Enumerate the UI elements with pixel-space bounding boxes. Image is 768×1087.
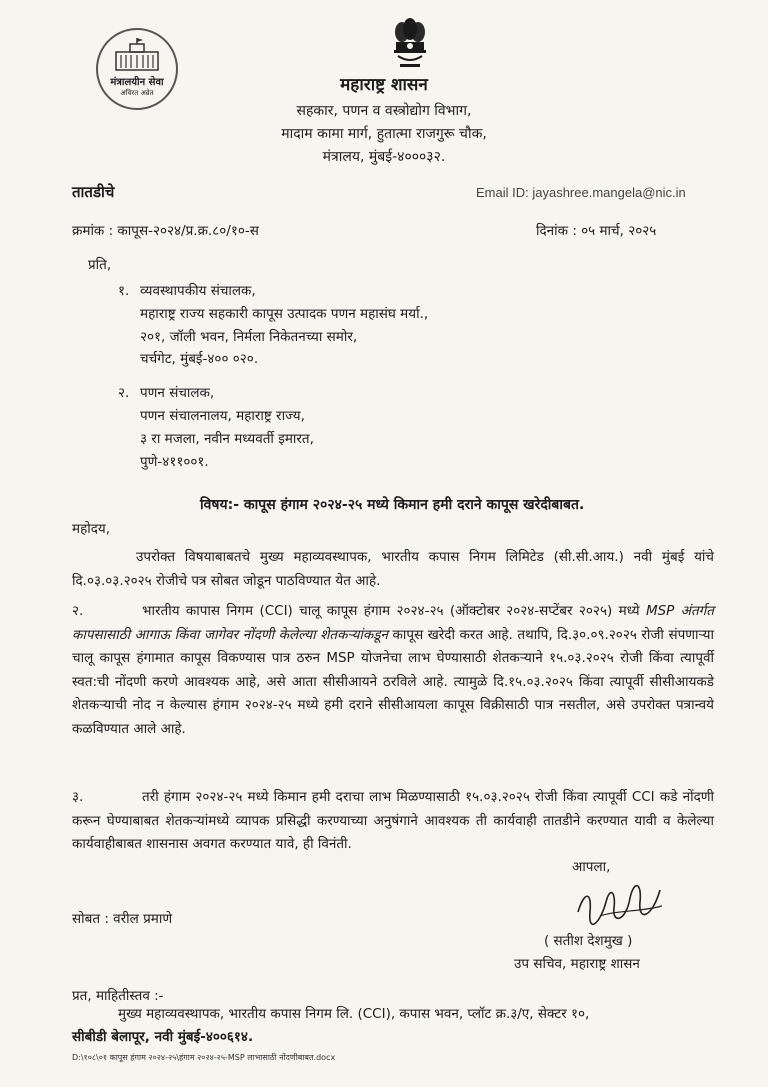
recipient-1-line-3: २०१, जॉली भवन, निर्मला निकेतनच्या समोर, xyxy=(140,329,358,345)
paragraph-2-lead: भारतीय कापास निगम (CCI) चालू कापूस हंगाम २०२४-२५ (ऑक्टोबर २०२४-सप्टेंबर २०२५) मध्ये xyxy=(142,603,640,619)
recipient-2-line-2: पणन संचालनालय, महाराष्ट्र राज्य, xyxy=(140,408,305,424)
city-line: मंत्रालय, मुंबई-४०००३२. xyxy=(322,149,446,165)
paragraph-2-rest: कापूस खरेदी करत आहे. तथापि, दि.३०.०९.२०२५ रोजी संपणाऱ्या चालू कापूस हंगामात कापूस विकण्यास पात्र ठरुन MSP योजनेचा लाभ घेण्यासाठी शेतकऱ्याने १५.०३.२०२५ रोजी किंवा त्यापूर्वी स्वत:ची नोंदणी करणे आवश्यक आहे, असे आता सीसीआयने ठरविले आहे. त्यामुळे दि.१५.०३.२०२५ किंवा त्यापूर्वी सीसीआयकडे शेतकऱ्याची नोद न केल्यास हंगाम २०२४-२५ मध्ये हमी दराने सीसीआयला कापूस विक्रीसाठी पात्र नसतील, असे उपरोक्त पत्रान्वये कळविण्यात आले आहे. xyxy=(72,626,714,737)
signature-icon xyxy=(570,872,670,934)
salutation: महोदय, xyxy=(72,521,111,537)
mantralaya-seal xyxy=(96,28,178,110)
recipient-1-line-4: चर्चगेट, मुंबई-४०० ०२०. xyxy=(140,351,259,367)
paragraph-3-number: ३. xyxy=(72,789,84,805)
paragraph-1-text: उपरोक्त विषयाबाबतचे मुख्य महाव्यवस्थापक, भारतीय कपास निगम लिमिटेड (सी.सी.आय.) नवी मुंबई यांचे दि.०३.०३.२०२५ रोजीचे पत्र सोबत जोडून पाठविण्यात येत आहे. xyxy=(72,549,714,589)
signatory-name: ( सतीश देशमुख ) xyxy=(544,933,633,949)
subject-line: विषय:- कापूस हंगाम २०२४-२५ मध्ये किमान हमी दराने कापूस खरेदीबाबत. xyxy=(200,497,585,513)
national-emblem-icon xyxy=(388,14,432,72)
department-name: सहकार, पणन व वस्त्रोद्योग विभाग, xyxy=(296,103,472,119)
recipient-2-line-3: ३ रा मजला, नवीन मध्यवर्ती इमारत, xyxy=(140,431,314,447)
address-line: मादाम कामा मार्ग, हुतात्मा राजगुरू चौक, xyxy=(281,126,487,142)
letter-date: दिनांक : ०५ मार्च, २०२५ xyxy=(536,223,657,239)
recipient-1-line-1: व्यवस्थापकीय संचालक, xyxy=(140,283,256,299)
recipient-2-line-4: पुणे-४११००१. xyxy=(140,454,209,470)
paragraph-1 xyxy=(72,546,714,593)
enclosure-note: सोबत : वरील प्रमाणे xyxy=(72,911,173,927)
paragraph-2-italic: MSP अंतर्गत कापसासाठी आगाऊ किंवा जागेवर नोंदणी केलेल्या शेतकऱ्यांकडून xyxy=(72,603,714,643)
recipient-2-line-1: पणन संचालक, xyxy=(140,385,215,401)
copy-recipient-line-2: सीबीडी बेलापूर, नवी मुंबई-४००६१४. xyxy=(72,1029,254,1045)
seal-text-top: मंत्रालयीन सेवा xyxy=(110,77,164,88)
email-id: Email ID: jayashree.mangela@nic.in xyxy=(476,185,686,200)
signatory-designation: उप सचिव, महाराष्ट्र शासन xyxy=(514,956,640,972)
government-title: महाराष्ट्र शासन xyxy=(340,75,428,95)
urgency-label: तातडीचे xyxy=(72,183,115,201)
to-label: प्रति, xyxy=(88,257,112,273)
recipient-1-number: १. xyxy=(118,283,130,299)
reference-number: क्रमांक : कापूस-२०२४/प्र.क्र.८०/१०-स xyxy=(72,223,259,239)
paragraph-2 xyxy=(72,600,714,741)
paragraph-3 xyxy=(72,786,714,857)
file-path-footer: D:\१०८\०१ कापूस हंगाम २०२४-२५\हंगाम २०२४-२५-MSP लाभासाठी नोंदणीबाबत.docx xyxy=(72,1053,336,1062)
recipient-1-line-2: महाराष्ट्र राज्य सहकारी कापूस उत्पादक पणन महासंघ मर्या., xyxy=(140,306,429,322)
paragraph-2-number: २. xyxy=(72,603,84,619)
copy-recipient-line-1: मुख्य महाव्यवस्थापक, भारतीय कपास निगम लि. (CCI), कपास भवन, प्लॉट क्र.३/ए, सेक्टर १०, xyxy=(118,1006,590,1022)
seal-text-bottom: अविरत अव्रेत xyxy=(120,89,154,97)
building-icon xyxy=(112,38,162,72)
closing: आपला, xyxy=(572,859,611,875)
copy-label: प्रत, माहितीस्तव :- xyxy=(72,988,164,1004)
paragraph-3-text: तरी हंगाम २०२४-२५ मध्ये किमान हमी दराचा लाभ मिळण्यासाठी १५.०३.२०२५ रोजी किंवा त्यापूर्वी CCI कडे नोंदणी करून घेण्याबाबत शेतकऱ्यांमध्ये व्यापक प्रसिद्धी करण्याच्या अनुषंगाने आवश्यक ती कार्यवाही तातडीने करण्यात यावी व केलेल्या कार्यवाहीबाबत शासनास अवगत करण्यात यावे, ही विनंती. xyxy=(72,789,714,852)
recipient-2-number: २. xyxy=(118,385,130,401)
